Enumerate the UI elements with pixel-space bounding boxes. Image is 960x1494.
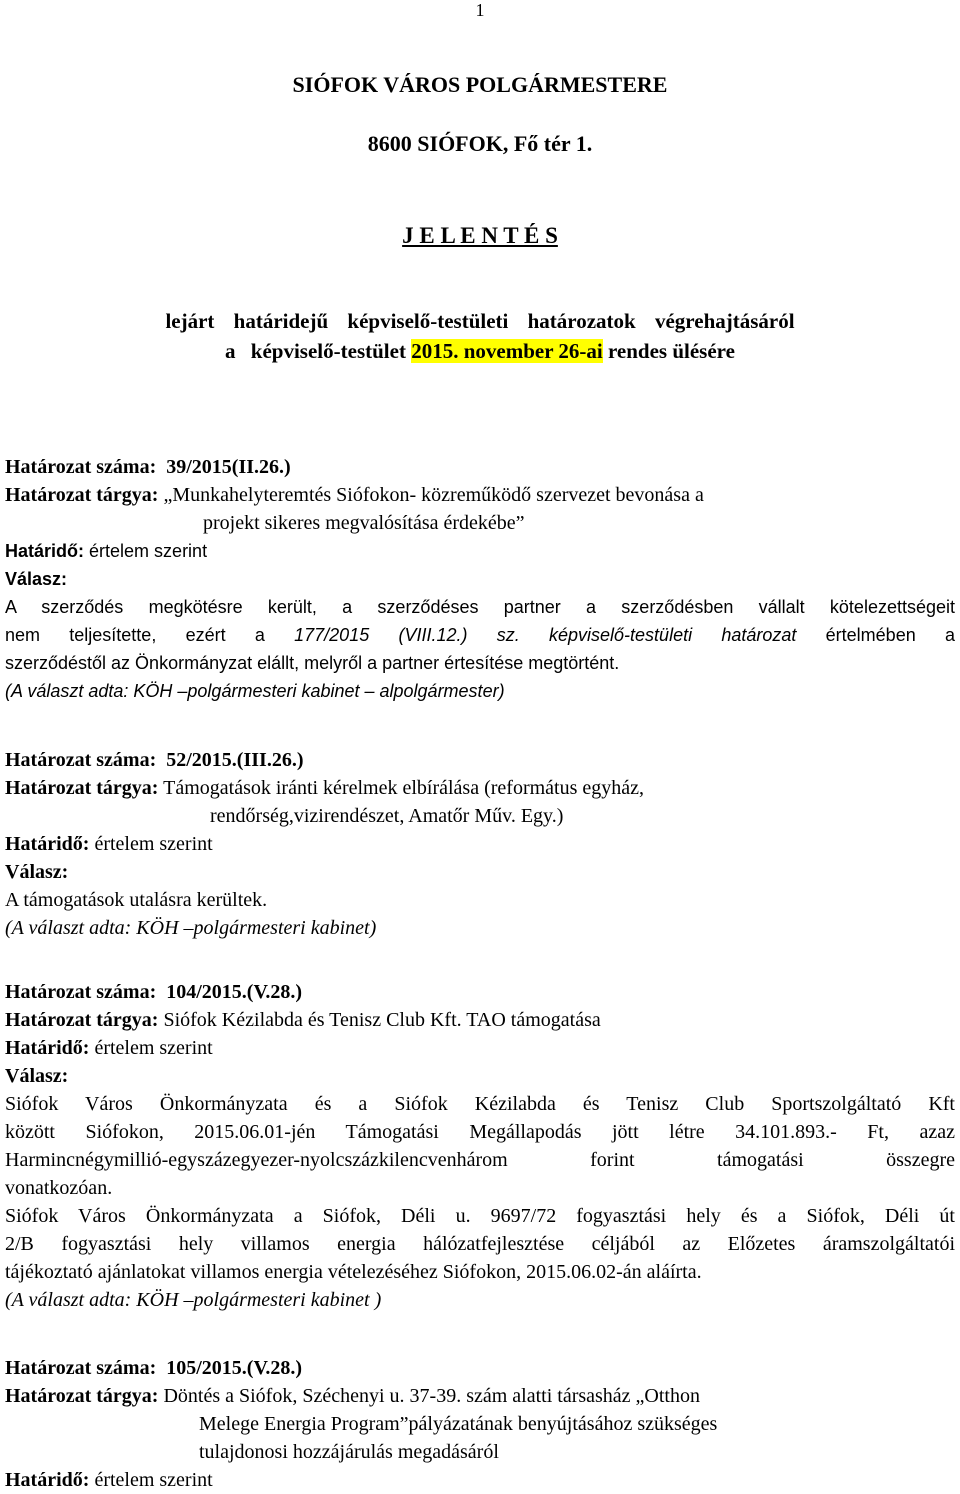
subtitle-highlighted-date: 2015. november 26-ai xyxy=(411,339,603,363)
resolution-number-label: Határozat száma: xyxy=(5,1357,157,1379)
answer-text: 2/B fogyasztási hely villamos energia hálózatfejlesztése céljából az Előzetes áramszolgáltatói xyxy=(5,1233,955,1255)
resolution-number: 39/2015(II.26.) xyxy=(166,456,291,478)
deadline-label: Határidő: xyxy=(5,833,90,855)
resolution-number-label: Határozat száma: xyxy=(5,749,157,771)
resolution-number-label: Határozat száma: xyxy=(5,456,157,478)
subtitle-part-a: a képviselő-testület xyxy=(225,339,406,363)
answer-text: Siófok Város Önkormányzata a Siófok, Déli u. 9697/72 fogyasztási hely és a Siófok, Déli út xyxy=(5,1205,955,1227)
resolution-subject-label: Határozat tárgya: xyxy=(5,777,159,799)
resolution-subject-label: Határozat tárgya: xyxy=(5,1009,159,1031)
office-address: 8600 SIÓFOK, Fő tér 1. xyxy=(367,131,593,156)
resolution-subject-cont: rendőrség,vizirendészet, Amatőr Műv. Egy.) xyxy=(210,805,564,827)
answer-text: Siófok Város Önkormányzata és a Siófok Kézilabda és Tenisz Club Sportszolgáltató Kft xyxy=(5,1093,955,1115)
report-subtitle-line2 xyxy=(0,339,960,364)
page-number: 1 xyxy=(475,0,485,20)
answer-text: tájékoztató ajánlatokat villamos energia vételezéséhez Siófokon, 2015.06.02-án aláírta. xyxy=(5,1261,702,1283)
deadline-label: Határidő: xyxy=(5,1037,90,1059)
resolution-block xyxy=(5,1354,955,1494)
resolution-subject: „Munkahelyteremtés Siófokon- közreműködő szervezet bevonása a xyxy=(163,484,704,506)
deadline-label: Határidő: xyxy=(5,541,85,561)
resolution-number: 52/2015.(III.26.) xyxy=(166,749,304,771)
answer-source: (A választ adta: KÖH –polgármesteri kabinet ) xyxy=(5,1289,382,1311)
resolution-block xyxy=(5,978,955,1314)
deadline-value: értelem szerint xyxy=(94,833,213,855)
resolution-block xyxy=(5,746,955,942)
answer-text: A támogatások utalásra kerültek. xyxy=(5,889,268,911)
answer-text: szerződéstől az Önkormányzat elállt, melyről a partner értesítése megtörtént. xyxy=(5,653,620,673)
answer-text: Harmincnégymillió-egyszázegyezer-nyolcszázkilencvenhárom forint támogatási összegre xyxy=(5,1149,955,1171)
resolution-subject-label: Határozat tárgya: xyxy=(5,1385,159,1407)
referenced-resolution: 177/2015 (VIII.12.) sz. képviselő-testületi határozat xyxy=(294,625,797,645)
resolution-subject: Siófok Kézilabda és Tenisz Club Kft. TAO támogatása xyxy=(163,1009,601,1031)
subtitle-part-b: rendes ülésére xyxy=(607,339,735,363)
resolution-subject-cont: tulajdonosi hozzájárulás megadásáról xyxy=(199,1441,499,1463)
answer-label: Válasz: xyxy=(5,569,68,589)
answer-text: A szerződés megkötésre került, a szerződéses partner a szerződésben vállalt kötelezettségeit xyxy=(5,597,955,617)
resolution-subject: Támogatások iránti kérelmek elbírálása (református egyház, xyxy=(163,777,645,799)
office-title: SIÓFOK VÁROS POLGÁRMESTERE xyxy=(292,72,668,97)
answer-label: Válasz: xyxy=(5,1065,69,1087)
deadline-label: Határidő: xyxy=(5,1469,90,1491)
resolution-subject: Döntés a Siófok, Széchenyi u. 37-39. szám alatti társasház „Otthon xyxy=(163,1385,700,1407)
resolution-block xyxy=(5,453,955,705)
deadline-value: értelem szerint xyxy=(94,1469,213,1491)
deadline-value: értelem szerint xyxy=(94,1037,213,1059)
report-title: J E L E N T É S xyxy=(402,223,558,248)
answer-text: vonatkozóan. xyxy=(5,1177,113,1199)
resolution-number: 104/2015.(V.28.) xyxy=(166,981,302,1003)
resolution-subject-cont: projekt sikeres megvalósítása érdekébe” xyxy=(203,512,525,534)
answer-text: nem teljesítette, ezért a 177/2015 (VIII.12.) sz. képviselő-testületi határozat értelmében a xyxy=(5,625,955,645)
answer-label: Válasz: xyxy=(5,861,69,883)
answer-text: között Siófokon, 2015.06.01-jén Támogatási Megállapodás jött létre 34.101.893.- Ft, azaz xyxy=(5,1121,955,1143)
resolution-number: 105/2015.(V.28.) xyxy=(166,1357,302,1379)
resolution-number-label: Határozat száma: xyxy=(5,981,157,1003)
report-subtitle-line1: lejárt határidejű képviselő-testületi határozatok végrehajtásáról xyxy=(165,309,795,333)
answer-source: (A választ adta: KÖH –polgármesteri kabinet) xyxy=(5,917,377,939)
resolution-subject-label: Határozat tárgya: xyxy=(5,484,159,506)
resolution-subject-cont: Melege Energia Program”pályázatának benyújtásához szükséges xyxy=(199,1413,718,1435)
answer-source: (A választ adta: KÖH –polgármesteri kabinet – alpolgármester) xyxy=(5,681,505,701)
deadline-value: értelem szerint xyxy=(89,541,208,561)
